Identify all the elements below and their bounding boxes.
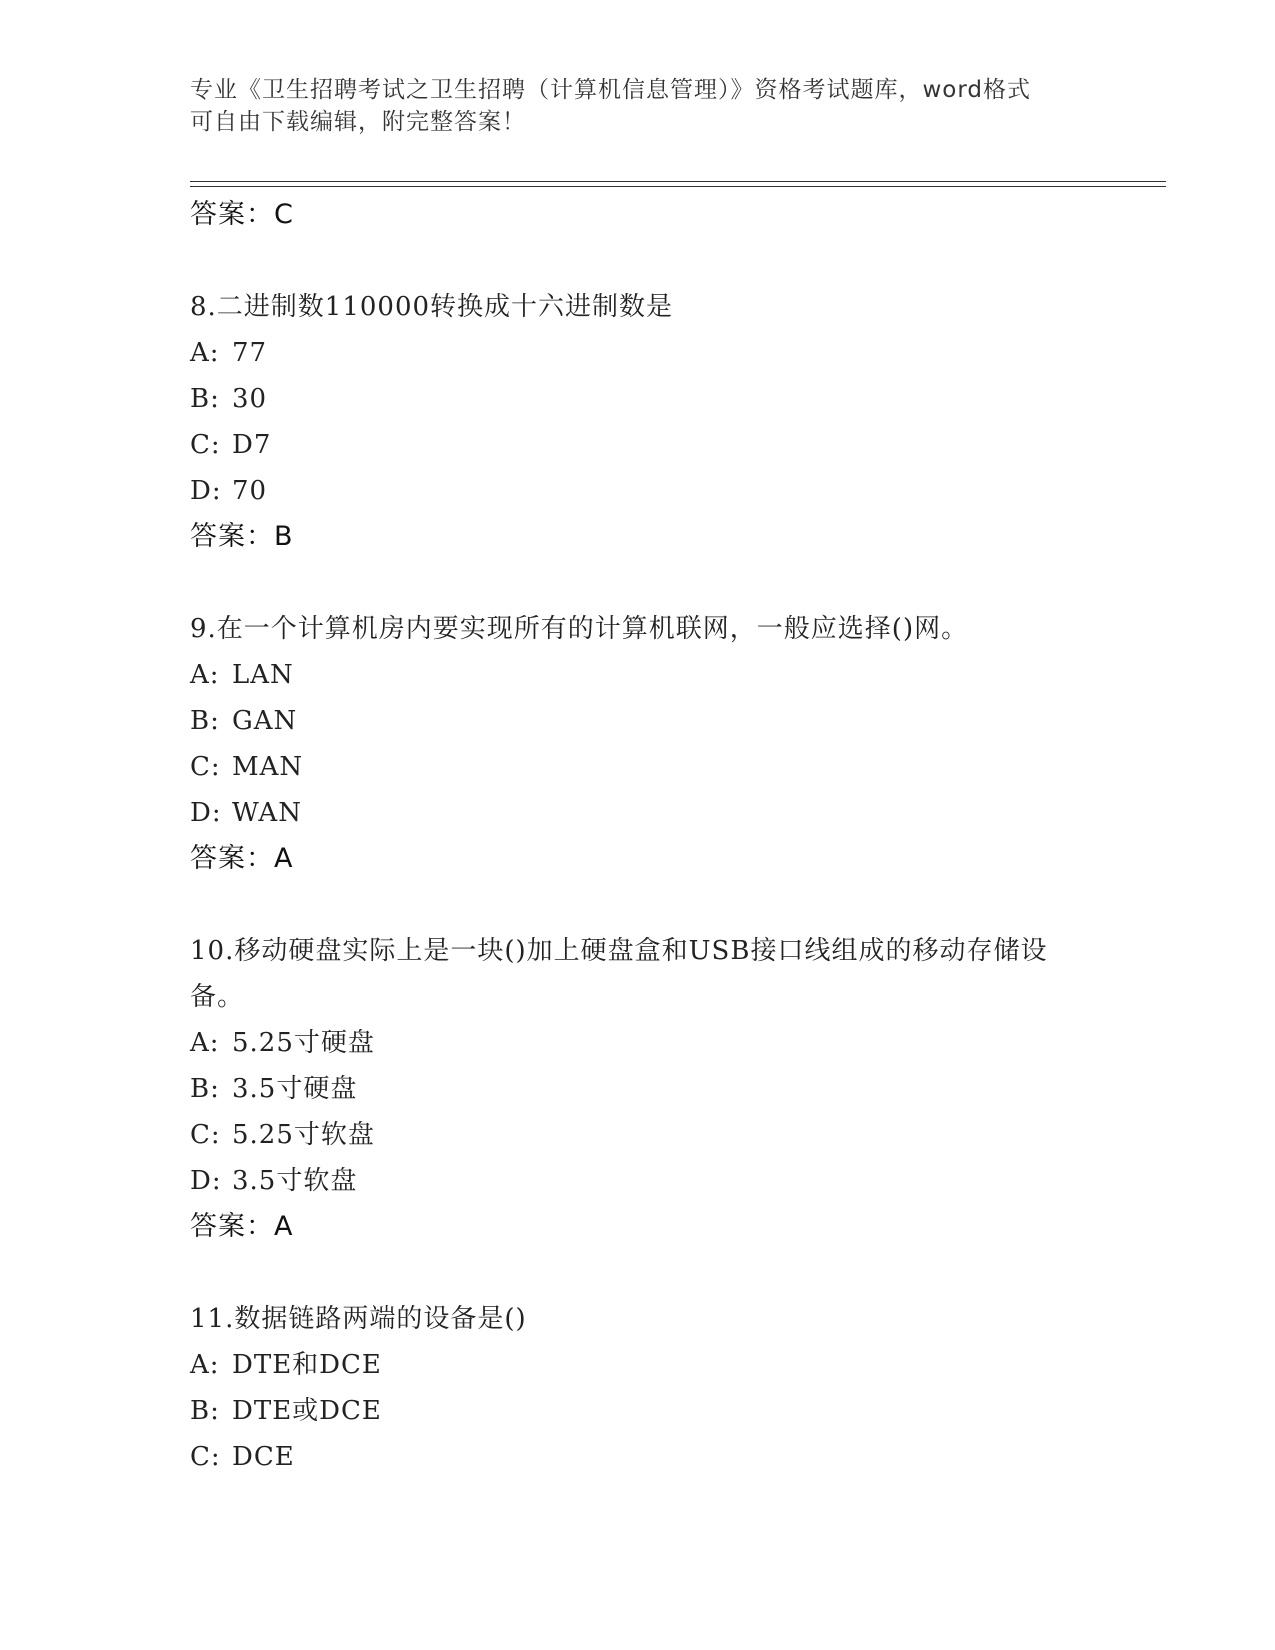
question-10-text: 10.移动硬盘实际上是一块()加上硬盘盒和USB接口线组成的移动存储设备。 [190, 936, 1048, 1012]
option-label: A: [190, 338, 220, 368]
option-label: B: [190, 706, 220, 736]
header-line-1: 专业《卫生招聘考试之卫生招聘（计算机信息管理）》资格考试题库，word格式 [190, 77, 1032, 103]
option-text: MAN [232, 752, 304, 782]
question-11-option-b [190, 1388, 1090, 1434]
answer-value: B [274, 521, 294, 552]
answer-value: A [274, 843, 294, 874]
option-label: C: [190, 1442, 221, 1472]
option-text: DTE或DCE [232, 1396, 382, 1426]
header-line-2: 可自由下载编辑，附完整答案！ [190, 109, 526, 135]
question-8-answer [190, 514, 1090, 560]
option-label: A: [190, 660, 220, 690]
option-text: 3.5寸硬盘 [232, 1074, 358, 1104]
question-11-option-a [190, 1342, 1090, 1388]
header-divider-bottom [190, 186, 1166, 187]
question-8-option-d [190, 468, 1090, 514]
question-9-option-c [190, 744, 1090, 790]
option-label: B: [190, 1074, 220, 1104]
option-text: WAN [232, 798, 302, 828]
question-10-answer [190, 1204, 1090, 1250]
question-10-option-c [190, 1112, 1090, 1158]
option-text: 5.25寸软盘 [232, 1120, 375, 1150]
question-list [190, 192, 1090, 1480]
answer-prefix: 答案： [190, 199, 274, 230]
question-10-option-d [190, 1158, 1090, 1204]
option-text: D7 [232, 430, 272, 460]
option-label: A: [190, 1028, 220, 1058]
question-9-answer [190, 836, 1090, 882]
header-divider-top [190, 181, 1166, 182]
answer-prefix: 答案： [190, 843, 274, 874]
option-label: C: [190, 752, 221, 782]
option-label: C: [190, 1120, 221, 1150]
question-9-option-a [190, 652, 1090, 698]
question-10-option-b [190, 1066, 1090, 1112]
option-label: B: [190, 1396, 220, 1426]
option-label: A: [190, 1350, 220, 1380]
answer-value: A [274, 1211, 294, 1242]
answer-prefix: 答案： [190, 1211, 274, 1242]
option-text: 5.25寸硬盘 [232, 1028, 375, 1058]
option-text: 3.5寸软盘 [232, 1166, 358, 1196]
question-11-text: 11.数据链路两端的设备是() [190, 1304, 527, 1334]
option-text: LAN [232, 660, 294, 690]
document-header [190, 74, 1090, 138]
question-10-option-a [190, 1020, 1090, 1066]
option-label: D: [190, 1166, 222, 1196]
question-9-option-d [190, 790, 1090, 836]
answer-value: C [274, 199, 294, 230]
question-8-option-c [190, 422, 1090, 468]
question-8-option-a [190, 330, 1090, 376]
option-text: 30 [232, 384, 268, 414]
option-text: GAN [232, 706, 298, 736]
option-label: D: [190, 476, 222, 506]
option-text: DTE和DCE [232, 1350, 382, 1380]
answer-prefix: 答案： [190, 521, 274, 552]
previous-answer [190, 192, 1090, 238]
option-label: D: [190, 798, 222, 828]
option-label: B: [190, 384, 220, 414]
option-text: DCE [232, 1442, 295, 1472]
question-11-option-c [190, 1434, 1090, 1480]
option-text: 70 [232, 476, 268, 506]
option-label: C: [190, 430, 221, 460]
question-9-option-b [190, 698, 1090, 744]
question-9-text: 9.在一个计算机房内要实现所有的计算机联网，一般应选择()网。 [190, 614, 969, 644]
option-text: 77 [232, 338, 268, 368]
question-8-option-b [190, 376, 1090, 422]
question-8-text: 8.二进制数110000转换成十六进制数是 [190, 292, 674, 322]
